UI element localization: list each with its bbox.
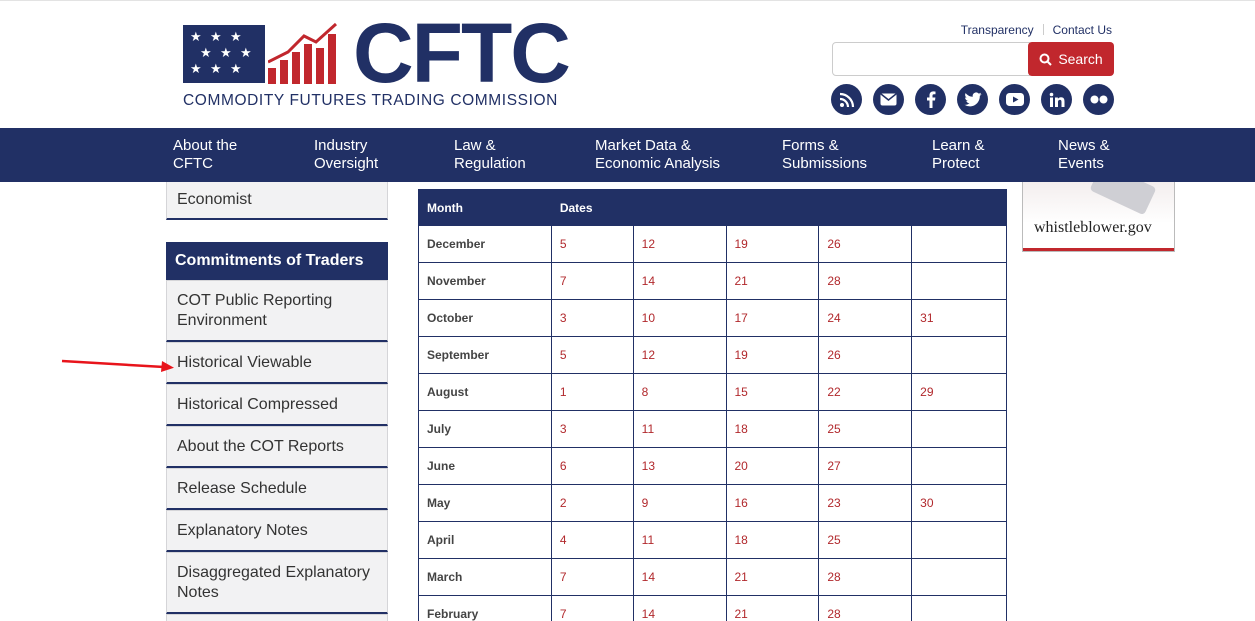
date-cell[interactable]: 12	[633, 337, 726, 374]
sidebar-item-explanatory-notes[interactable]: Explanatory Notes	[166, 510, 388, 552]
flickr-icon[interactable]	[1083, 84, 1114, 115]
sidebar-item-economist[interactable]: Economist	[166, 182, 388, 220]
nav-industry-oversight[interactable]: Industry Oversight	[314, 137, 379, 172]
date-cell[interactable]: 14	[633, 263, 726, 300]
date-cell[interactable]: 27	[819, 448, 912, 485]
facebook-icon[interactable]	[915, 84, 946, 115]
search-input[interactable]	[832, 42, 1030, 76]
table-row	[419, 559, 1007, 596]
youtube-icon[interactable]	[999, 84, 1030, 115]
logo-subtitle: COMMODITY FUTURES TRADING COMMISSION	[183, 92, 558, 109]
date-cell[interactable]: 20	[726, 448, 819, 485]
link-separator	[1043, 24, 1044, 35]
table-row	[419, 596, 1007, 621]
whistleblower-text: whistleblower.gov	[1034, 219, 1152, 236]
date-cell[interactable]: 5	[551, 337, 633, 374]
top-border	[0, 0, 1255, 3]
month-cell: June	[419, 448, 552, 485]
date-cell[interactable]: 31	[912, 300, 1007, 337]
search-button-label: Search	[1058, 51, 1103, 67]
bar-chart-icon	[268, 22, 348, 84]
date-cell[interactable]: 15	[726, 374, 819, 411]
nav-news-events[interactable]: News & Events	[1058, 137, 1110, 172]
month-cell: October	[419, 300, 552, 337]
month-cell: August	[419, 374, 552, 411]
date-cell	[912, 263, 1007, 300]
search-icon	[1039, 53, 1052, 66]
table-row	[419, 485, 1007, 522]
logo-wordmark: CFTC	[353, 6, 569, 100]
cftc-logo[interactable]	[183, 6, 613, 112]
date-cell[interactable]: 13	[633, 448, 726, 485]
sidebar-heading: Commitments of Traders	[166, 242, 388, 280]
nav-learn-protect[interactable]: Learn & Protect	[932, 137, 985, 172]
date-cell[interactable]: 7	[551, 596, 633, 621]
table-header-row	[419, 190, 1007, 226]
date-cell[interactable]: 17	[726, 300, 819, 337]
date-cell	[912, 411, 1007, 448]
whistleblower-banner[interactable]	[1022, 182, 1175, 252]
date-cell	[912, 522, 1007, 559]
date-cell[interactable]: 2	[551, 485, 633, 522]
table-row	[419, 300, 1007, 337]
date-cell[interactable]: 11	[633, 411, 726, 448]
date-cell[interactable]: 28	[819, 559, 912, 596]
date-cell[interactable]: 11	[633, 522, 726, 559]
nav-forms-submissions[interactable]: Forms & Submissions	[782, 137, 868, 172]
date-cell[interactable]: 18	[726, 522, 819, 559]
dates-header: Dates	[551, 190, 1006, 226]
sidebar-item-historical-compressed[interactable]: Historical Compressed	[166, 384, 388, 426]
date-cell[interactable]: 4	[551, 522, 633, 559]
date-cell[interactable]: 25	[819, 411, 912, 448]
sidebar-spacer	[166, 220, 388, 242]
date-cell[interactable]: 25	[819, 522, 912, 559]
main-nav	[0, 128, 1255, 182]
date-cell[interactable]: 10	[633, 300, 726, 337]
date-cell[interactable]: 26	[819, 337, 912, 374]
date-cell[interactable]: 3	[551, 300, 633, 337]
date-cell[interactable]: 26	[819, 226, 912, 263]
date-cell	[912, 226, 1007, 263]
date-cell[interactable]: 22	[819, 374, 912, 411]
sidebar	[166, 182, 388, 621]
sidebar-item-historical-viewable[interactable]: Historical Viewable	[166, 342, 388, 384]
banner-accent	[1023, 248, 1175, 251]
contact-us-link[interactable]: Contact Us	[1052, 23, 1112, 37]
month-cell: November	[419, 263, 552, 300]
date-cell[interactable]: 19	[726, 226, 819, 263]
nav-about-cftc[interactable]: About the CFTC	[173, 137, 238, 172]
month-cell: February	[419, 596, 552, 621]
banner-image	[1089, 182, 1156, 215]
date-cell[interactable]: 28	[819, 596, 912, 621]
date-cell[interactable]: 5	[551, 226, 633, 263]
nav-law-regulation[interactable]: Law & Regulation	[454, 137, 526, 172]
release-schedule-table	[418, 189, 1007, 621]
table-row	[419, 226, 1007, 263]
month-cell: July	[419, 411, 552, 448]
utility-links	[961, 23, 1112, 37]
month-cell: December	[419, 226, 552, 263]
table-row	[419, 448, 1007, 485]
month-header: Month	[419, 190, 552, 226]
email-icon[interactable]	[873, 84, 904, 115]
month-cell: April	[419, 522, 552, 559]
sidebar-item-release-schedule[interactable]: Release Schedule	[166, 468, 388, 510]
month-cell: May	[419, 485, 552, 522]
transparency-link[interactable]: Transparency	[960, 23, 1034, 37]
date-cell[interactable]: 28	[819, 263, 912, 300]
date-cell[interactable]: 21	[726, 596, 819, 621]
date-cell[interactable]: 16	[726, 485, 819, 522]
sidebar-item-about-cot[interactable]: About the COT Reports	[166, 426, 388, 468]
date-cell	[912, 596, 1007, 621]
date-cell[interactable]: 21	[726, 263, 819, 300]
date-cell[interactable]: 23	[819, 485, 912, 522]
date-cell[interactable]: 18	[726, 411, 819, 448]
date-cell[interactable]: 14	[633, 596, 726, 621]
date-cell[interactable]: 9	[633, 485, 726, 522]
table-row	[419, 411, 1007, 448]
month-cell: March	[419, 559, 552, 596]
table-row	[419, 374, 1007, 411]
nav-market-data[interactable]: Market Data & Economic Analysis	[595, 137, 721, 172]
date-cell[interactable]: 12	[633, 226, 726, 263]
date-cell[interactable]: 29	[912, 374, 1007, 411]
date-cell[interactable]: 3	[551, 411, 633, 448]
social-links	[831, 84, 1114, 115]
date-cell[interactable]: 6	[551, 448, 633, 485]
table-row	[419, 337, 1007, 374]
date-cell	[912, 337, 1007, 374]
date-cell	[912, 559, 1007, 596]
date-cell[interactable]: 1	[551, 374, 633, 411]
table-row	[419, 263, 1007, 300]
date-cell[interactable]: 8	[633, 374, 726, 411]
search-button[interactable]	[1028, 42, 1114, 76]
date-cell[interactable]: 21	[726, 559, 819, 596]
date-cell[interactable]: 24	[819, 300, 912, 337]
date-cell	[912, 448, 1007, 485]
sidebar-item-disaggregated-notes[interactable]: Disaggregated Explanatory Notes	[166, 552, 388, 614]
date-cell[interactable]: 19	[726, 337, 819, 374]
twitter-icon[interactable]	[957, 84, 988, 115]
linkedin-icon[interactable]	[1041, 84, 1072, 115]
date-cell[interactable]: 7	[551, 559, 633, 596]
month-cell: September	[419, 337, 552, 374]
date-cell[interactable]: 14	[633, 559, 726, 596]
sidebar-item-cot-public-reporting[interactable]: COT Public Reporting Environment	[166, 280, 388, 342]
annotation-arrow-icon	[60, 356, 176, 372]
sidebar-item-next[interactable]	[166, 614, 388, 621]
table-row	[419, 522, 1007, 559]
date-cell[interactable]: 7	[551, 263, 633, 300]
flag-icon: ★ ★ ★ ★ ★ ★ ★ ★ ★	[183, 25, 265, 83]
date-cell[interactable]: 30	[912, 485, 1007, 522]
rss-icon[interactable]	[831, 84, 862, 115]
